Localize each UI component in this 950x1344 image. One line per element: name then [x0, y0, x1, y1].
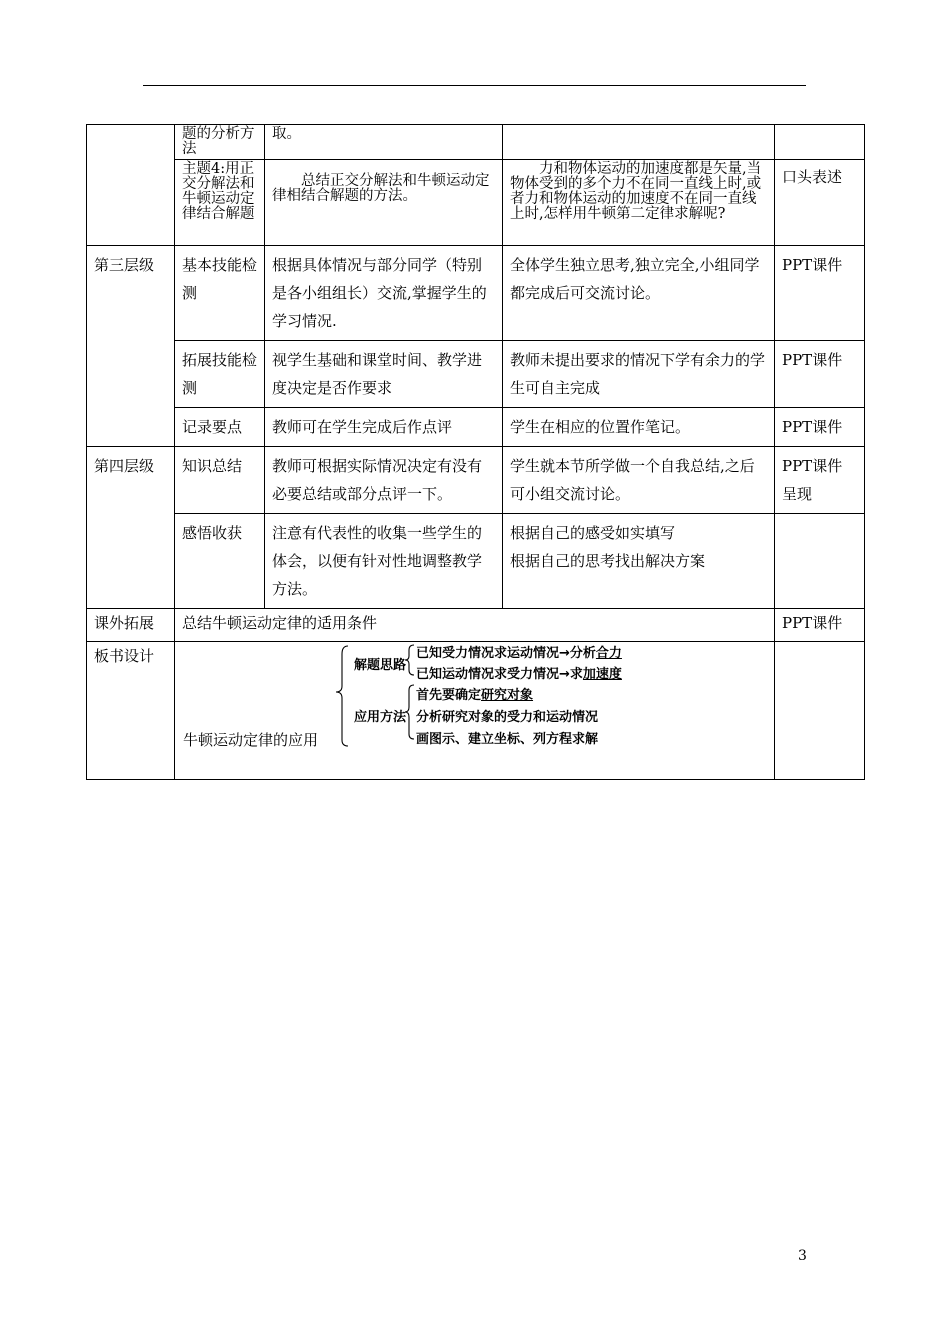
cell-level: 第四层级 — [87, 447, 175, 609]
cell-media — [775, 642, 865, 780]
table-row — [87, 408, 865, 447]
table-row — [87, 642, 865, 780]
page-number: 3 — [798, 1248, 807, 1264]
cell-level: 板书设计 — [87, 642, 175, 780]
table-row — [87, 246, 865, 341]
lesson-plan-table — [86, 124, 865, 780]
cell-teacher: 注意有代表性的收集一些学生的体会，以便有针对性地调整教学方法。 — [265, 514, 503, 609]
cell-student — [503, 514, 775, 609]
cell-media: PPT课件 — [775, 341, 865, 408]
cell-extension: 总结牛顿运动定律的适用条件 — [175, 609, 775, 642]
cell-media — [775, 125, 865, 160]
table-row — [87, 341, 865, 408]
board-line: 首先要确定研究对象 — [416, 688, 534, 703]
branch-label: 解题思路 — [354, 658, 407, 673]
cell-student: 学生在相应的位置作笔记。 — [503, 408, 775, 447]
board-design — [175, 642, 775, 780]
board-line: 已知运动情况求受力情况→求加速度 — [416, 667, 622, 682]
student-line: 根据自己的思考找出解决方案 — [510, 552, 706, 570]
cell-media: PPT课件 — [775, 609, 865, 642]
cell-teacher: 根据具体情况与部分同学（特别是各小组组长）交流,掌握学生的学习情况. — [265, 246, 503, 341]
cell-topic: 记录要点 — [175, 408, 265, 447]
board-line: 分析研究对象的受力和运动情况 — [416, 710, 599, 725]
cell-topic: 题的分析方法 — [175, 125, 265, 160]
student-line: 根据自己的感受如实填写 — [510, 524, 676, 542]
cell-teacher: 取。 — [265, 125, 503, 160]
table-row — [87, 160, 865, 246]
cell-media: PPT课件 — [775, 246, 865, 341]
cell-teacher: 视学生基础和课堂时间、教学进度决定是否作要求 — [265, 341, 503, 408]
cell-student: 教师未提出要求的情况下学有余力的学生可自主完成 — [503, 341, 775, 408]
table-row — [87, 447, 865, 514]
cell-topic: 主题4:用正交分解法和牛顿运动定律结合解题 — [175, 160, 265, 246]
table-row — [87, 609, 865, 642]
cell-topic: 感悟收获 — [175, 514, 265, 609]
board-line: 画图示、建立坐标、列方程求解 — [416, 732, 599, 747]
table-row — [87, 514, 865, 609]
cell-level — [87, 125, 175, 246]
board-diagram — [182, 642, 767, 769]
cell-media: 口头表述 — [775, 160, 865, 246]
cell-teacher: 教师可在学生完成后作点评 — [265, 408, 503, 447]
cell-student: 全体学生独立思考,独立完全,小组同学都完成后可交流讨论。 — [503, 246, 775, 341]
cell-level: 第三层级 — [87, 246, 175, 447]
cell-level: 课外拓展 — [87, 609, 175, 642]
cell-topic: 知识总结 — [175, 447, 265, 514]
cell-student: 力和物体运动的加速度都是矢量,当物体受到的多个力不在同一直线上时,或者力和物体运动的加速度不在同一直线上时,怎样用牛顿第二定律求解呢? — [503, 160, 775, 246]
cell-topic: 拓展技能检测 — [175, 341, 265, 408]
cell-student: 学生就本节所学做一个自我总结,之后可小组交流讨论。 — [503, 447, 775, 514]
cell-media — [775, 514, 865, 609]
header-rule — [143, 85, 806, 86]
branch-label: 应用方法 — [354, 710, 407, 725]
cell-media: PPT课件 — [775, 408, 865, 447]
cell-teacher: 总结正交分解法和牛顿运动定律相结合解题的方法。 — [265, 160, 503, 246]
cell-teacher: 教师可根据实际情况决定有没有必要总结或部分点评一下。 — [265, 447, 503, 514]
cell-student — [503, 125, 775, 160]
cell-media: PPT课件呈现 — [775, 447, 865, 514]
table-row — [87, 125, 865, 160]
board-root: 牛顿运动定律的应用 — [183, 731, 319, 749]
board-line: 已知受力情况求运动情况→分析合力 — [416, 646, 622, 661]
cell-topic: 基本技能检测 — [175, 246, 265, 341]
